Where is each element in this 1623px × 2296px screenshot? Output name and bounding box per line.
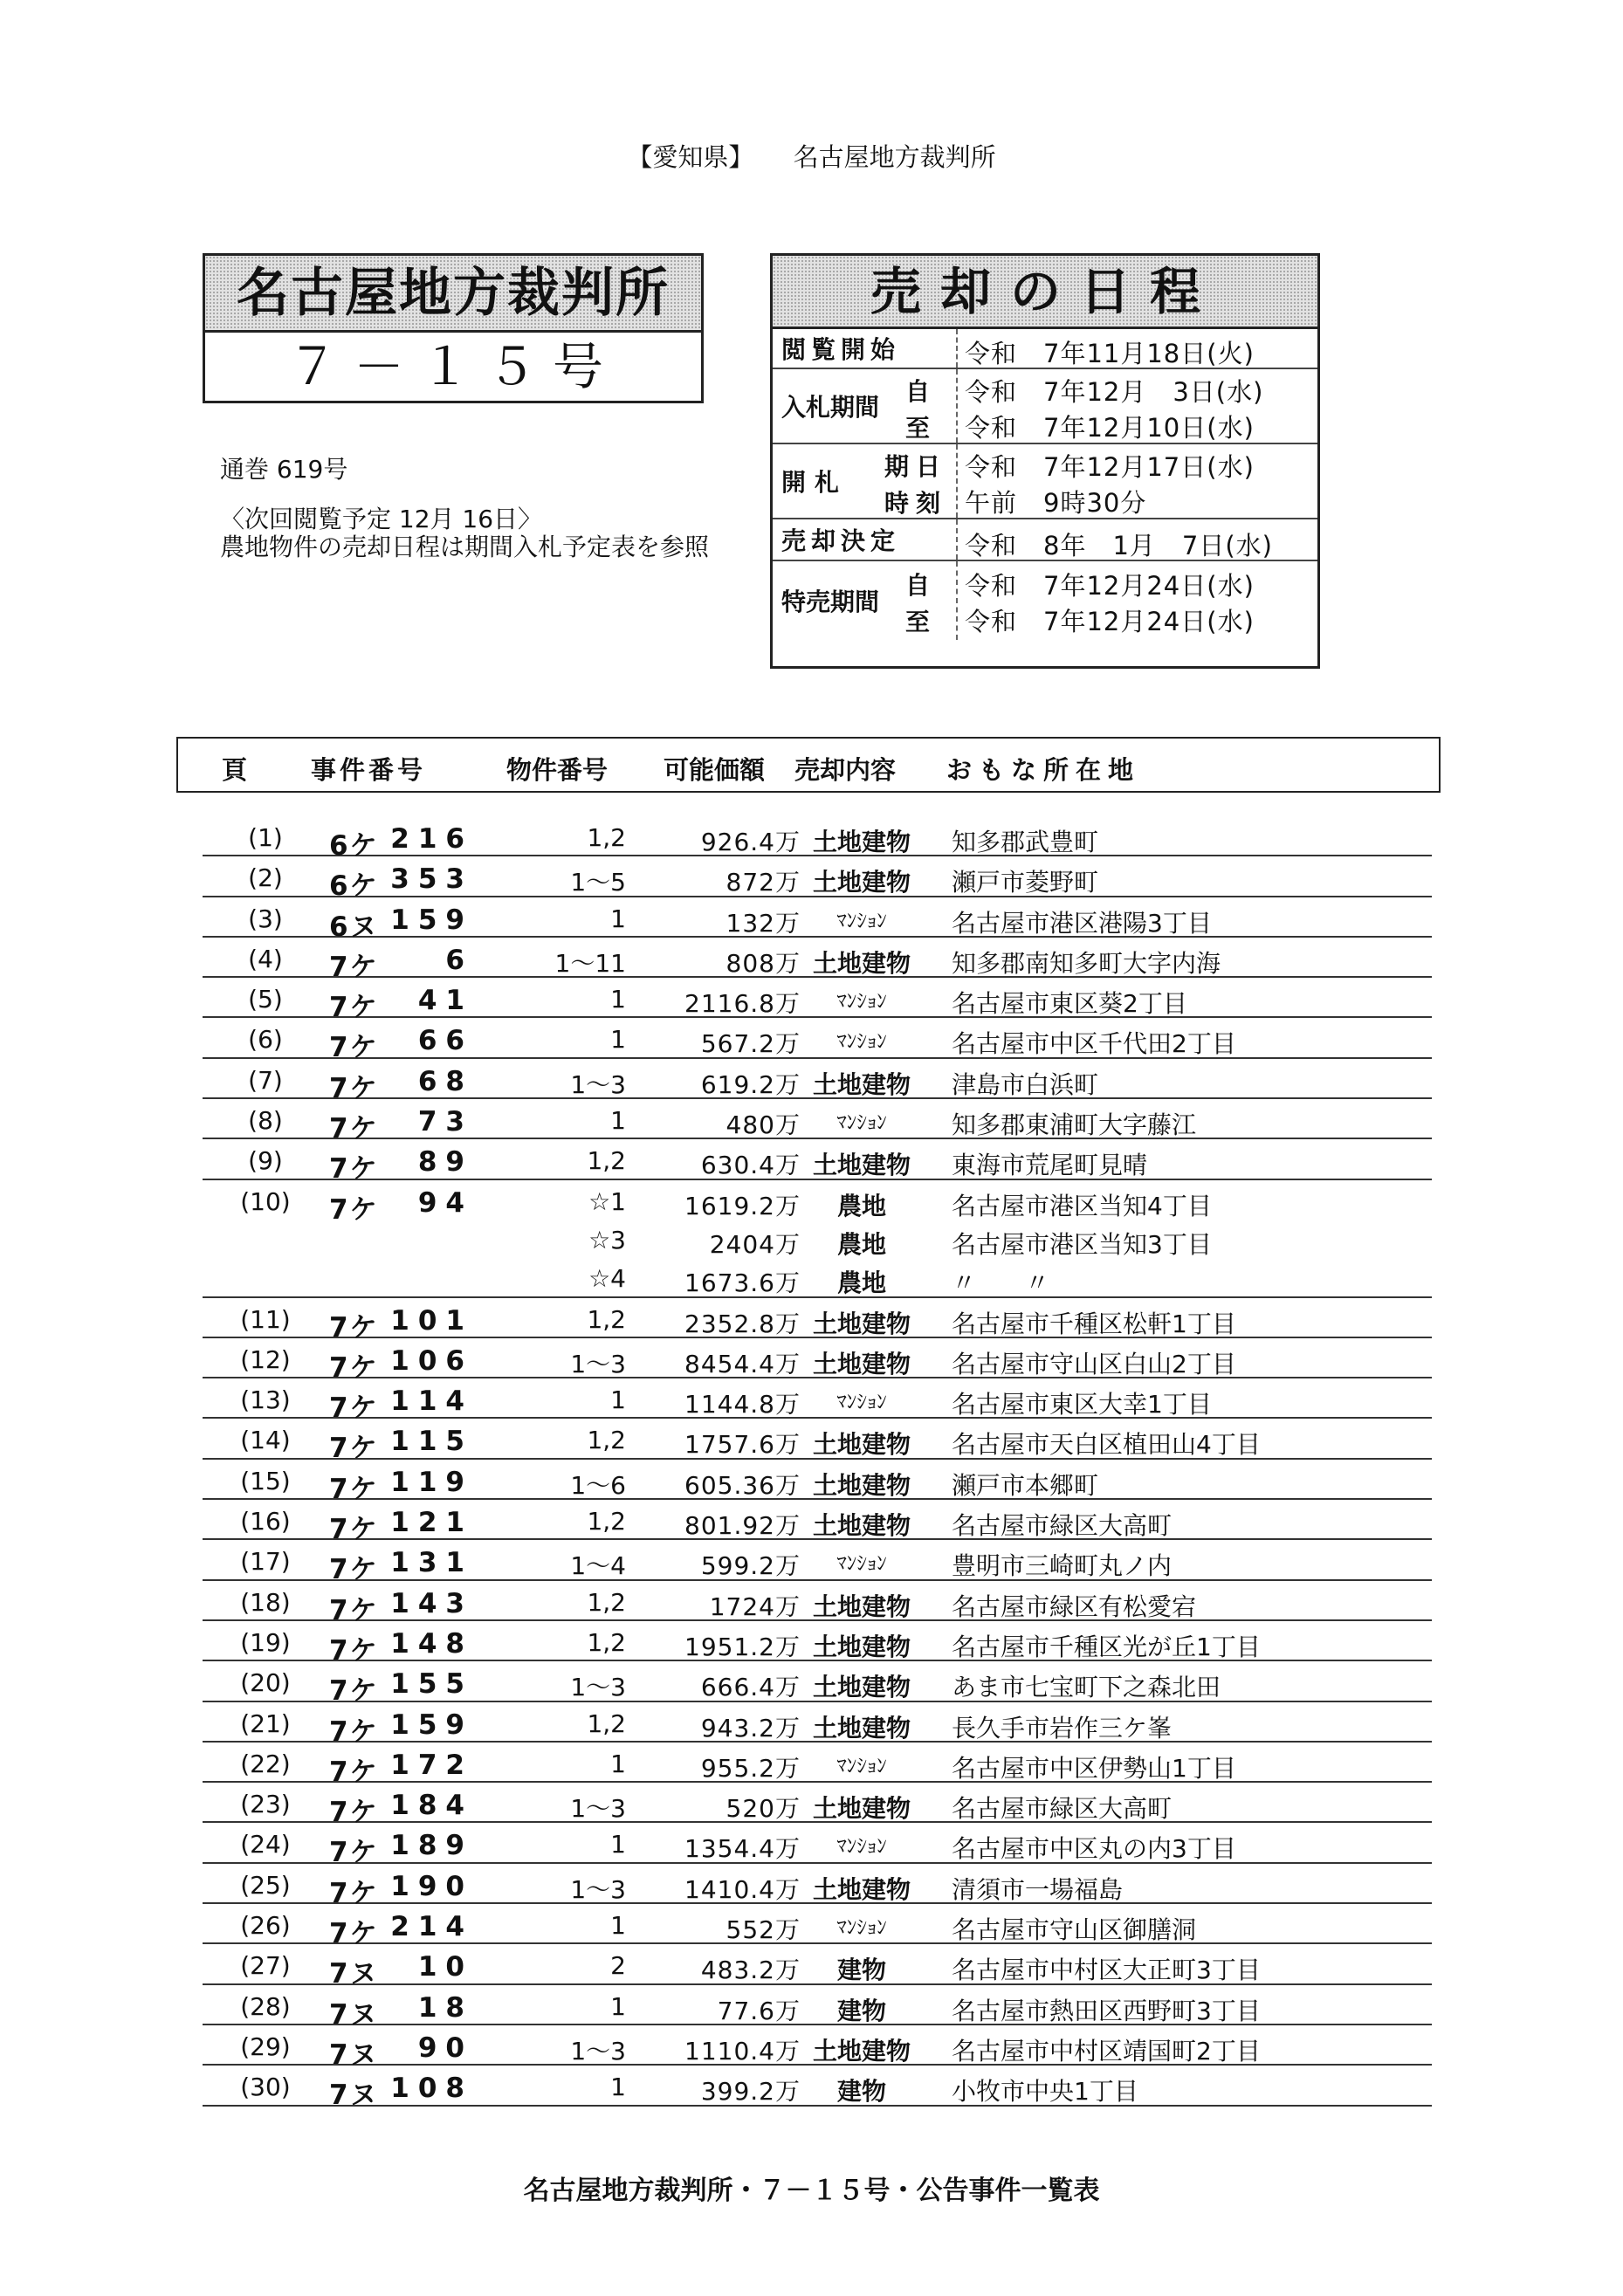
row-case-number: 41 (417, 985, 473, 1017)
row-sale-type: 農地 (836, 1229, 886, 1259)
row-page: (29) (240, 2031, 291, 2061)
row-sale-type: 土地建物 (812, 1069, 911, 1099)
row-page: (23) (240, 1790, 291, 1819)
court-title-box (203, 253, 704, 403)
row-case-prefix: 7ヌ (329, 2079, 379, 2112)
row-price: 1757.6万 (684, 1430, 801, 1460)
row-case-prefix: 7ヌ (329, 2038, 379, 2071)
col-price: 可能価額 (664, 755, 766, 785)
special-to-date: 令和 7年12月24日(水) (965, 607, 1255, 636)
row-address: 名古屋市緑区大高町 (952, 1794, 1173, 1824)
row-sale-type: ﾏﾝｼｮﾝ (836, 1916, 887, 1940)
row-case-prefix: 7ケ (329, 1918, 379, 1950)
row-case-number: 106 (390, 1344, 473, 1377)
row-case-number: 353 (390, 863, 473, 896)
row-sale-type: 土地建物 (812, 1673, 911, 1702)
row-address: 名古屋市東区葵2丁目 (952, 989, 1187, 1019)
row-sale-type: 土地建物 (812, 948, 911, 978)
court-name: 名古屋地方裁判所 (205, 256, 701, 333)
row-case-prefix: 6ケ (329, 870, 379, 903)
row-case-number: 216 (390, 823, 473, 855)
row-address: 名古屋市東区大幸1丁目 (952, 1390, 1212, 1420)
row-page: (14) (240, 1426, 291, 1455)
table-row (203, 1864, 1432, 1909)
row-case-prefix: 7ケ (329, 1514, 379, 1546)
row-case-number: 190 (390, 1870, 473, 1902)
row-case-number: 6 (445, 944, 473, 976)
row-address: 名古屋市中村区大正町3丁目 (952, 1956, 1261, 1985)
row-property-number: 1,2 (587, 1426, 626, 1455)
row-property-number: 1〜11 (554, 948, 626, 978)
row-price: 399.2万 (700, 2077, 801, 2107)
decision-label: 売却決定 (781, 526, 901, 555)
row-sale-type: ﾏﾝｼｮﾝ (836, 1754, 887, 1777)
row-price: 1410.4万 (684, 1874, 801, 1904)
row-case-prefix: 7ケ (329, 1153, 379, 1186)
row-page: (17) (240, 1547, 291, 1577)
table-row (203, 1783, 1432, 1829)
row-price: 567.2万 (700, 1029, 801, 1059)
schedule-row-special (773, 561, 1317, 640)
special-label: 特売期間 (781, 588, 880, 616)
row-case-prefix: 7ケ (329, 1797, 379, 1829)
row-property-number: 1 (610, 1025, 626, 1055)
row-sale-type: ﾏﾝｼｮﾝ (836, 1030, 887, 1054)
row-case-number: 214 (390, 1911, 473, 1943)
row-property-number: 1〜3 (570, 2036, 626, 2066)
table-row (203, 1298, 1432, 1344)
row-case-number: 119 (390, 1466, 473, 1498)
table-row (203, 1018, 1432, 1064)
row-case-number: 73 (417, 1106, 473, 1138)
row-property-number: 1 (610, 904, 626, 933)
listing-rows (203, 816, 1432, 2112)
row-address: 東海市荒尾町見晴 (952, 1151, 1148, 1180)
row-page: (5) (248, 985, 283, 1014)
row-case-prefix: 7ケ (329, 1473, 379, 1505)
special-from-date: 令和 7年12月24日(水) (965, 571, 1255, 601)
table-row (203, 1944, 1432, 1990)
row-sale-type: 土地建物 (812, 1430, 911, 1460)
row-address: 知多郡武豊町 (952, 828, 1099, 856)
bidding-from-label: 自 (905, 377, 931, 406)
row-case-number: 143 (390, 1587, 473, 1619)
special-from-label: 自 (905, 571, 931, 600)
row-case-prefix: 7ケ (329, 992, 379, 1024)
row-case-number: 18 (417, 1991, 473, 2024)
row-price: 1724万 (709, 1591, 801, 1621)
row-price: 1110.4万 (684, 2036, 801, 2066)
row-property-number: 1,2 (587, 1587, 626, 1617)
row-case-number: 108 (390, 2073, 473, 2105)
viewing-label: 閲覧開始 (781, 335, 901, 364)
row-price: 2116.8万 (684, 989, 801, 1019)
table-row (203, 1540, 1432, 1586)
row-page: (8) (248, 1106, 283, 1136)
sale-schedule-box (770, 253, 1320, 669)
row-address: 名古屋市緑区大高町 (952, 1511, 1173, 1541)
row-case-prefix: 7ヌ (329, 1958, 379, 1990)
row-case-number: 148 (390, 1627, 473, 1660)
row-property-number: 1〜4 (570, 1551, 626, 1581)
table-row (203, 1702, 1432, 1748)
row-property-number: 1〜6 (570, 1470, 626, 1500)
row-address: 〃 〃 (952, 1268, 1050, 1298)
row-property-number: 1〜3 (570, 1794, 626, 1824)
row-case-prefix: 7ケ (329, 1837, 379, 1869)
row-address: 名古屋市港区当知3丁目 (952, 1229, 1212, 1259)
row-address: 知多郡南知多町大字内海 (952, 948, 1221, 978)
row-case-prefix: 7ケ (329, 1392, 379, 1425)
row-price: 630.4万 (700, 1151, 801, 1180)
bidding-to-date: 令和 7年12月10日(水) (965, 413, 1255, 443)
row-page: (9) (248, 1146, 283, 1176)
row-address: 名古屋市守山区白山2丁目 (952, 1349, 1236, 1378)
row-case-prefix: 7ケ (329, 1634, 379, 1667)
table-row (203, 1460, 1432, 1505)
row-case-prefix: 7ヌ (329, 1998, 379, 2031)
row-sale-type: 土地建物 (812, 1713, 911, 1743)
row-price: 483.2万 (700, 1956, 801, 1985)
issue-number: ７－１５号 (286, 337, 619, 396)
row-sale-type: 土地建物 (812, 1151, 911, 1180)
row-price: 8454.4万 (684, 1349, 801, 1378)
row-price: 926.4万 (700, 828, 801, 856)
row-price: 77.6万 (717, 1996, 801, 2025)
row-case-prefix: 7ケ (329, 1433, 379, 1465)
row-property-number: 1〜3 (570, 1673, 626, 1702)
row-sale-type: ﾏﾝｼｮﾝ (836, 1111, 887, 1135)
viewing-date: 令和 7年11月18日(火) (965, 339, 1255, 368)
opening-time: 午前 9時30分 (965, 488, 1147, 518)
table-row (203, 856, 1432, 903)
col-type: 売却内容 (794, 755, 897, 785)
col-page: 頁 (222, 755, 248, 785)
row-sale-type: 土地建物 (812, 1470, 911, 1500)
row-sale-type: ﾏﾝｼｮﾝ (836, 1835, 887, 1859)
table-row (203, 897, 1432, 943)
schedule-row-viewing (773, 329, 1317, 369)
row-property-number: 1 (610, 1749, 626, 1778)
row-case-prefix: 7ケ (329, 1311, 379, 1344)
row-case-prefix: 7ケ (329, 1072, 379, 1104)
row-sale-type: 建物 (836, 1996, 886, 2025)
row-property-number: ☆4 (588, 1264, 626, 1294)
row-case-prefix: 7ケ (329, 1113, 379, 1145)
row-case-number: 121 (390, 1507, 473, 1539)
row-price: 801.92万 (684, 1511, 801, 1541)
row-address: 名古屋市千種区光が丘1丁目 (952, 1632, 1261, 1661)
row-sale-type: 土地建物 (812, 1511, 911, 1541)
opening-time-label: 時刻 (884, 489, 948, 518)
row-property-number: 1,2 (587, 1507, 626, 1536)
table-row (203, 816, 1432, 862)
col-prop-no: 物件番号 (506, 755, 609, 785)
row-sale-type: 土地建物 (812, 1591, 911, 1621)
row-address: 長久手市岩作三ケ峯 (952, 1713, 1173, 1743)
row-page: (2) (248, 863, 283, 893)
row-page: (28) (240, 1991, 291, 2021)
row-address: 名古屋市緑区有松愛宕 (952, 1591, 1197, 1621)
row-address: あま市七宝町下之森北田 (952, 1673, 1221, 1702)
row-property-number: ☆3 (588, 1225, 626, 1255)
row-address: 小牧市中央1丁目 (952, 2077, 1138, 2107)
row-page: (21) (240, 1708, 291, 1738)
row-case-number: 189 (390, 1830, 473, 1862)
row-case-number: 66 (417, 1025, 473, 1057)
row-price: 943.2万 (700, 1713, 801, 1743)
row-sale-type: 建物 (836, 2077, 886, 2107)
row-case-number: 94 (417, 1186, 473, 1219)
table-row (203, 1661, 1432, 1708)
row-price: 2352.8万 (684, 1309, 801, 1338)
row-page: (6) (248, 1025, 283, 1055)
row-case-prefix: 7ケ (329, 1877, 379, 1909)
row-case-prefix: 7ケ (329, 1351, 379, 1384)
row-property-number: 1,2 (587, 1304, 626, 1334)
row-case-number: 131 (390, 1547, 473, 1579)
decision-date: 令和 8年 1月 7日(水) (965, 531, 1273, 560)
row-case-number: 184 (390, 1790, 473, 1822)
row-property-number: 1〜3 (570, 1874, 626, 1904)
row-page: (1) (248, 823, 283, 852)
row-case-number: 68 (417, 1065, 473, 1097)
row-property-number: 1 (610, 1991, 626, 2021)
row-case-prefix: 7ケ (329, 1554, 379, 1586)
table-row (203, 1985, 1432, 2031)
row-page: (10) (240, 1186, 291, 1216)
row-page: (3) (248, 904, 283, 933)
court-label: 名古屋地方裁判所 (793, 142, 996, 172)
row-property-number: 1 (610, 1106, 626, 1136)
row-property-number: 1〜3 (570, 1069, 626, 1099)
table-row (203, 2025, 1432, 2071)
row-sale-type: 土地建物 (812, 828, 911, 856)
row-price: 1144.8万 (684, 1390, 801, 1420)
opening-date-label: 期日 (884, 452, 948, 481)
row-case-prefix: 7ケ (329, 1594, 379, 1626)
row-case-prefix: 6ケ (329, 830, 379, 862)
row-sale-type: 土地建物 (812, 1874, 911, 1904)
table-row (203, 1219, 1432, 1257)
row-price: 520万 (726, 1794, 801, 1824)
row-page: (26) (240, 1911, 291, 1941)
row-sale-type: ﾏﾝｼｮﾝ (836, 1552, 887, 1576)
row-price: 955.2万 (700, 1753, 801, 1783)
row-case-number: 114 (390, 1385, 473, 1418)
row-address: 知多郡東浦町大字藤江 (952, 1110, 1197, 1140)
row-page: (12) (240, 1344, 291, 1374)
row-address: 名古屋市中区千代田2丁目 (952, 1029, 1236, 1059)
row-price: 1951.2万 (684, 1632, 801, 1661)
table-row (203, 1139, 1432, 1186)
table-row (203, 1823, 1432, 1869)
row-case-number: 159 (390, 1708, 473, 1741)
row-page: (16) (240, 1507, 291, 1536)
table-row (203, 1621, 1432, 1667)
row-property-number: 1 (610, 2073, 626, 2102)
row-property-number: 1〜5 (570, 868, 626, 897)
row-address: 名古屋市港区当知4丁目 (952, 1191, 1212, 1220)
row-sale-type: 土地建物 (812, 1309, 911, 1338)
row-price: 1619.2万 (684, 1191, 801, 1220)
row-page: (22) (240, 1749, 291, 1778)
row-case-number: 155 (390, 1668, 473, 1701)
document-footer: 名古屋地方裁判所・７－１５号・公告事件一覧表 (523, 2176, 1100, 2206)
row-price: 132万 (726, 908, 801, 938)
row-address: 豊明市三崎町丸ノ内 (952, 1551, 1173, 1581)
row-page: (4) (248, 944, 283, 973)
row-property-number: 1,2 (587, 1146, 626, 1176)
row-property-number: 1,2 (587, 1708, 626, 1738)
row-address: 名古屋市中区伊勢山1丁目 (952, 1753, 1236, 1783)
row-property-number: 1,2 (587, 823, 626, 852)
row-case-number: 115 (390, 1426, 473, 1458)
row-property-number: 1 (610, 1385, 626, 1415)
row-address: 名古屋市熱田区西野町3丁目 (952, 1996, 1261, 2025)
row-page: (15) (240, 1466, 291, 1495)
row-price: 619.2万 (700, 1069, 801, 1099)
row-page: (25) (240, 1870, 291, 1900)
row-address: 津島市白浜町 (952, 1069, 1099, 1099)
schedule-title: 売却の日程 (773, 256, 1317, 329)
row-price: 808万 (726, 948, 801, 978)
table-row (203, 1500, 1432, 1546)
table-row (203, 1059, 1432, 1104)
row-case-prefix: 7ケ (329, 1756, 379, 1788)
row-sale-type: 土地建物 (812, 868, 911, 897)
special-to-label: 至 (905, 608, 931, 636)
bidding-from-date: 令和 7年12月 3日(水) (965, 377, 1264, 407)
row-page: (30) (240, 2073, 291, 2102)
volume-number: 通巻 619号 (220, 455, 348, 484)
opening-date: 令和 7年12月17日(水) (965, 452, 1255, 482)
table-row (203, 1419, 1432, 1465)
row-sale-type: ﾏﾝｼｮﾝ (836, 909, 887, 932)
prefecture-label: 【愛知県】 (627, 142, 754, 172)
row-page: (27) (240, 1951, 291, 1981)
bidding-label: 入札期間 (781, 393, 880, 422)
document-header (0, 138, 1623, 174)
table-row (203, 978, 1432, 1024)
row-price: 480万 (726, 1110, 801, 1140)
next-viewing-note: 〈次回閲覧予定 12月 16日〉 (220, 505, 543, 533)
row-address: 瀬戸市本郷町 (952, 1470, 1099, 1500)
table-row (203, 1257, 1432, 1297)
row-case-number: 101 (390, 1304, 473, 1337)
row-property-number: 1 (610, 1830, 626, 1859)
bidding-to-label: 至 (905, 414, 931, 443)
row-case-number: 159 (390, 904, 473, 936)
table-row (203, 1581, 1432, 1626)
row-page: (19) (240, 1627, 291, 1657)
row-sale-type: ﾏﾝｼｮﾝ (836, 990, 887, 1014)
row-price: 605.36万 (684, 1470, 801, 1500)
row-address: 名古屋市千種区松軒1丁目 (952, 1309, 1236, 1338)
row-page: (7) (248, 1065, 283, 1095)
row-page: (18) (240, 1587, 291, 1617)
row-page: (20) (240, 1668, 291, 1698)
row-price: 872万 (726, 868, 801, 897)
row-address: 清須市一場福島 (952, 1874, 1124, 1904)
table-row (203, 938, 1432, 983)
row-address: 瀬戸市菱野町 (952, 868, 1099, 897)
row-case-prefix: 7ケ (329, 1032, 379, 1064)
row-sale-type: 土地建物 (812, 1794, 911, 1824)
row-case-prefix: 7ケ (329, 1715, 379, 1748)
row-case-prefix: 7ケ (329, 951, 379, 983)
col-case-no: 事件番号 (311, 755, 427, 785)
row-property-number: 2 (610, 1951, 626, 1981)
schedule-row-bidding (773, 369, 1317, 444)
row-case-number: 89 (417, 1146, 473, 1179)
row-sale-type: 農地 (836, 1268, 886, 1298)
row-price: 1673.6万 (684, 1268, 801, 1298)
schedule-row-decision (773, 519, 1317, 561)
row-sale-type: 建物 (836, 1956, 886, 1985)
row-sale-type: 土地建物 (812, 1349, 911, 1378)
row-case-prefix: 6ヌ (329, 911, 379, 943)
row-property-number: 1 (610, 985, 626, 1014)
row-price: 552万 (726, 1915, 801, 1945)
table-row (203, 1338, 1432, 1384)
row-case-prefix: 7ケ (329, 1193, 379, 1226)
row-address: 名古屋市中区丸の内3丁目 (952, 1834, 1236, 1864)
row-price: 2404万 (709, 1229, 801, 1259)
col-address: おもな所在地 (946, 755, 1141, 785)
table-row (203, 1743, 1432, 1788)
row-sale-type: 土地建物 (812, 1632, 911, 1661)
row-property-number: 1,2 (587, 1627, 626, 1657)
table-row (203, 1099, 1432, 1145)
row-case-number: 90 (417, 2031, 473, 2064)
row-property-number: ☆1 (588, 1186, 626, 1216)
row-sale-type: 農地 (836, 1191, 886, 1220)
row-sale-type: ﾏﾝｼｮﾝ (836, 1391, 887, 1414)
row-case-number: 172 (390, 1749, 473, 1781)
row-case-prefix: 7ケ (329, 1675, 379, 1708)
table-row (203, 1180, 1432, 1226)
farmland-note: 農地物件の売却日程は期間入札予定表を参照 (220, 533, 710, 561)
row-property-number: 1〜3 (570, 1349, 626, 1378)
listing-header (176, 737, 1441, 793)
row-address: 名古屋市中村区靖国町2丁目 (952, 2036, 1261, 2066)
schedule-row-opening (773, 444, 1317, 519)
row-property-number: 1 (610, 1911, 626, 1941)
row-address: 名古屋市港区港陽3丁目 (952, 908, 1212, 938)
row-address: 名古屋市天白区植田山4丁目 (952, 1430, 1261, 1460)
row-page: (11) (240, 1304, 291, 1334)
row-page: (24) (240, 1830, 291, 1859)
row-price: 666.4万 (700, 1673, 801, 1702)
row-price: 599.2万 (700, 1551, 801, 1581)
opening-label: 開札 (781, 468, 849, 497)
table-row (203, 1378, 1432, 1425)
table-row (203, 1904, 1432, 1950)
row-page: (13) (240, 1385, 291, 1415)
row-price: 1354.4万 (684, 1834, 801, 1864)
row-sale-type: 土地建物 (812, 2036, 911, 2066)
table-row (203, 2066, 1432, 2112)
row-case-number: 10 (417, 1951, 473, 1983)
row-address: 名古屋市守山区御膳洞 (952, 1915, 1197, 1945)
